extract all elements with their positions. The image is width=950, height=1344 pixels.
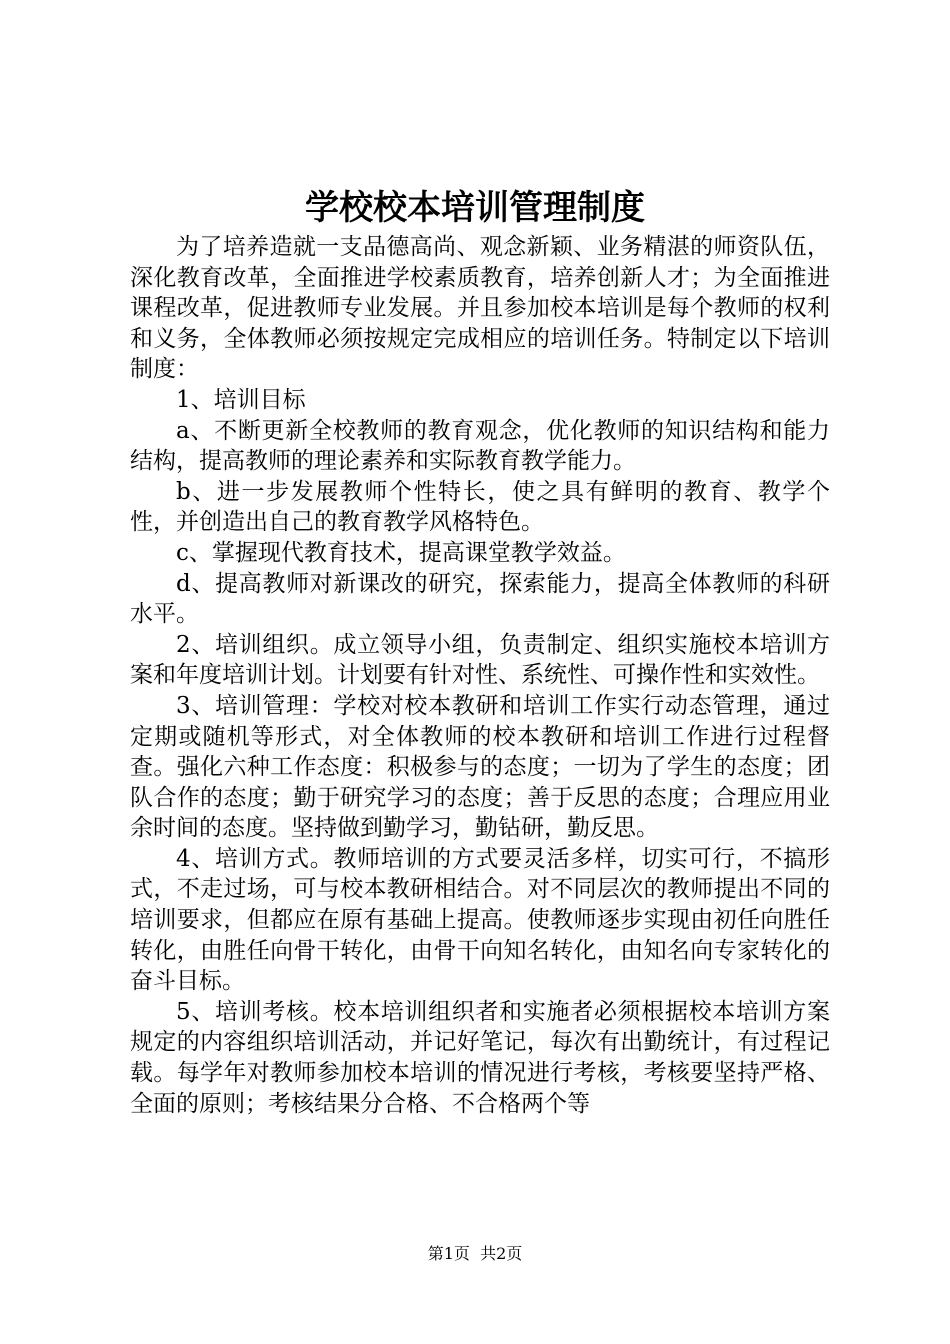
paragraph-management: 3、培训管理：学校对校本教研和培训工作实行动态管理，通过定期或随机等形式，对全体教师的校本教研和培训工作进行过程督查。强化六种工作态度：积极参与的态度；一切为了学生的态度；团队合作的态度；勤于研究学习的态度；善于反思的态度；合理应用业余时间的态度。坚持做到勤学习，勤钻研，勤反思。 (130, 692, 830, 842)
page-number: 第1页 (427, 1244, 470, 1263)
paragraph-goal-c: c、掌握现代教育技术，提高课堂教学效益。 (176, 539, 626, 566)
document-title: 学校校本培训管理制度 (305, 188, 645, 228)
document-body (130, 232, 830, 1119)
paragraph-goal-a: a、不断更新全校教师的教育观念，优化教师的知识结构和能力结构，提高教师的理论素养和实际教育教学能力。 (130, 417, 830, 475)
paragraph-organization: 2、培训组织。成立领导小组，负责制定、组织实施校本培训方案和年度培训计划。计划要有针对性、系统性、可操作性和实效性。 (130, 631, 830, 689)
paragraph-intro: 为了培养造就一支品德高尚、观念新颖、业务精湛的师资队伍，深化教育改革，全面推进学校素质教育，培养创新人才；为全面推进课程改革，促进教师专业发展。并且参加校本培训是每个教师的权利和义务，全体教师必须按规定完成相应的培训任务。特制定以下培训制度： (130, 234, 830, 383)
paragraph-assessment: 5、培训考核。校本培训组织者和实施者必须根据校本培训方案规定的内容组织培训活动，并记好笔记，每次有出勤统计，有过程记载。每学年对教师参加校本培训的情况进行考核，考核要坚持严格、全面的原则；考核结果分合格、不合格两个等 (130, 998, 830, 1117)
page-total: 共2页 (480, 1244, 523, 1263)
page-footer (0, 1242, 950, 1266)
paragraph-methods: 4、培训方式。教师培训的方式要灵活多样，切实可行，不搞形式，不走过场，可与校本教研相结合。对不同层次的教师提出不同的培训要求，但都应在原有基础上提高。使教师逐步实现由初任向胜任转化，由胜任向骨干转化，由骨干向知名转化，由知名向专家转化的奋斗目标。 (130, 845, 830, 995)
paragraph-heading-goals: 1、培训目标 (176, 386, 306, 413)
paragraph-goal-d: d、提高教师对新课改的研究，探索能力，提高全体教师的科研水平。 (130, 570, 830, 628)
paragraph-goal-b: b、进一步发展教师个性特长，使之具有鲜明的教育、教学个性，并创造出自己的教育教学风格特色。 (130, 478, 830, 536)
